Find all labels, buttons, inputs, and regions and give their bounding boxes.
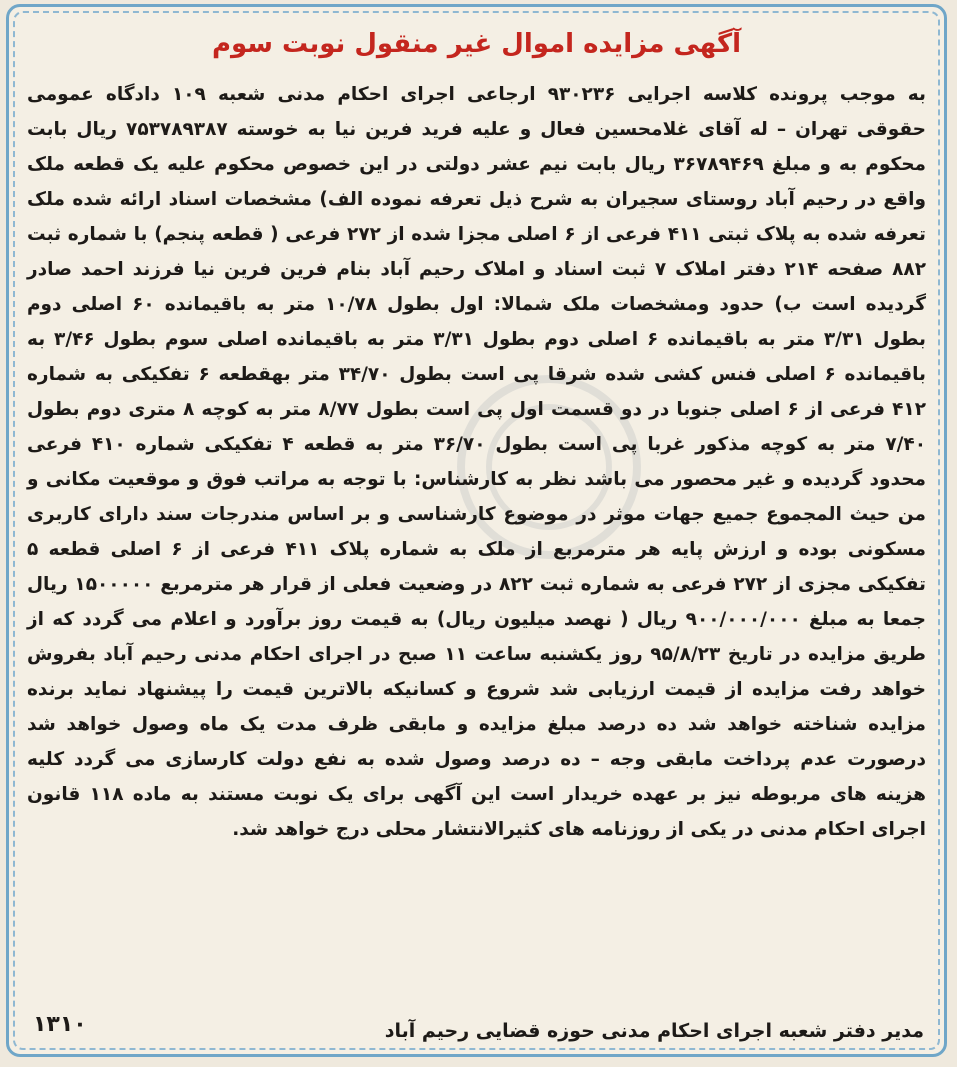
notice-frame (6, 4, 947, 1057)
notice-signature: مدیر دفتر شعبه اجرای احکام مدنی حوزه قضایی رحیم آباد (384, 1020, 924, 1042)
notice-title: آگهی مزایده اموال غیر منقول نوبت سوم (211, 29, 741, 59)
notice-body: به موجب پرونده کلاسه اجرایی ۹۳۰۲۳۶ ارجاعی اجرای احکام مدنی شعبه ۱۰۹ دادگاه عمومی حقوقی تهران – له آقای غلامحسین فعال و علیه فرید فرین نیا به خوسته ۷۵۳۷۸۹۳۸۷ ریال بابت محکوم به و مبلغ ۳۶۷۸۹۴۶۹ ریال بابت نیم عشر دولتی در این خصوص محکوم علیه یک قطعه ملک واقع در رحیم آباد روستای سجیران به شرح ذیل تعرفه نموده الف) مشخصات اسناد ارائه شده ملک تعرفه شده به پلاک ثبتی ۴۱۱ فرعی از ۶ اصلی مجزا شده از ۲۷۲ فرعی ( قطعه پنجم) با شماره ثبت ۸۸۲ صفحه ۲۱۴ دفتر املاک ۷ ثبت اسناد و املاک رحیم آباد بنام فرین فرین نیا فرزند احمد صادر گردیده است ب) حدود ومشخصات ملک شمالا: اول بطول ۱۰/۷۸ متر به باقیمانده ۶۰ اصلی دوم بطول ۳/۳۱ متر به باقیمانده ۶ اصلی دوم بطول ۳/۳۱ متر به باقیمانده اصلی سوم بطول ۳/۴۶ به باقیمانده ۶ اصلی فنس کشی شده شرقا پی است بطول ۳۴/۷۰ متر بهقطعه ۶ تفکیکی به شماره ۴۱۲ فرعی از ۶ اصلی جنوبا در دو قسمت اول پی است بطول ۸/۷۷ متر به کوچه ۸ متری دوم بطول ۷/۴۰ متر به کوچه مذکور غربا پی است بطول ۳۶/۷۰ متر به قطعه ۴ تفکیکی شماره ۴۱۰ فرعی محدود گردیده و غیر محصور می باشد نظر به کارشناس: با توجه به مراتب فوق و موقعیت مکانی و من حیث المجموع جمیع جهات موثر در موضوع کارشناسی و بر اساس مندرجات سند دارای کاربری مسکونی بوده و ارزش پایه هر مترمربع از ملک به شماره پلاک ۴۱۱ فرعی از ۶ اصلی قطعه ۵ تفکیکی مجزی از ۲۷۲ فرعی به شماره ثبت ۸۲۲ در وضعیت فعلی از قرار هر مترمربع ۱۵۰۰۰۰۰ ریال جمعا به مبلغ ۹۰۰/۰۰۰/۰۰۰ ریال ( نهصد میلیون ریال) به قیمت روز برآورد و اعلام می گردد که از طریق مزایده در تاریخ ۹۵/۸/۲۳ روز یکشنبه ساعت ۱۱ صبح در اجرای احکام مدنی رحیم آباد بفروش خواهد رفت مزایده از قیمت ارزیابی شد شروع و کسانیکه بالاترین قیمت را پیشنهاد نماید برنده مزایده شناخته خواهد شد ده درصد مبلغ مزایده و مابقی ظرف مدت یک ماه وصول خواهد شد درصورت عدم پرداخت مابقی وجه – ده درصد وصول شده به نفع دولت کارسازی می گردد کلیه هزینه های مربوطه نیز بر عهده خریدار است این آگهی برای یک نوبت مستند به ماده ۱۱۸ قانون اجرای احکام مدنی در یکی از روزنامه های کثیرالانتشار محلی درج خواهد شد. (27, 84, 927, 840)
ad-number: ۱۳۱۰ (33, 1012, 87, 1037)
notice-footer (29, 1012, 924, 1052)
